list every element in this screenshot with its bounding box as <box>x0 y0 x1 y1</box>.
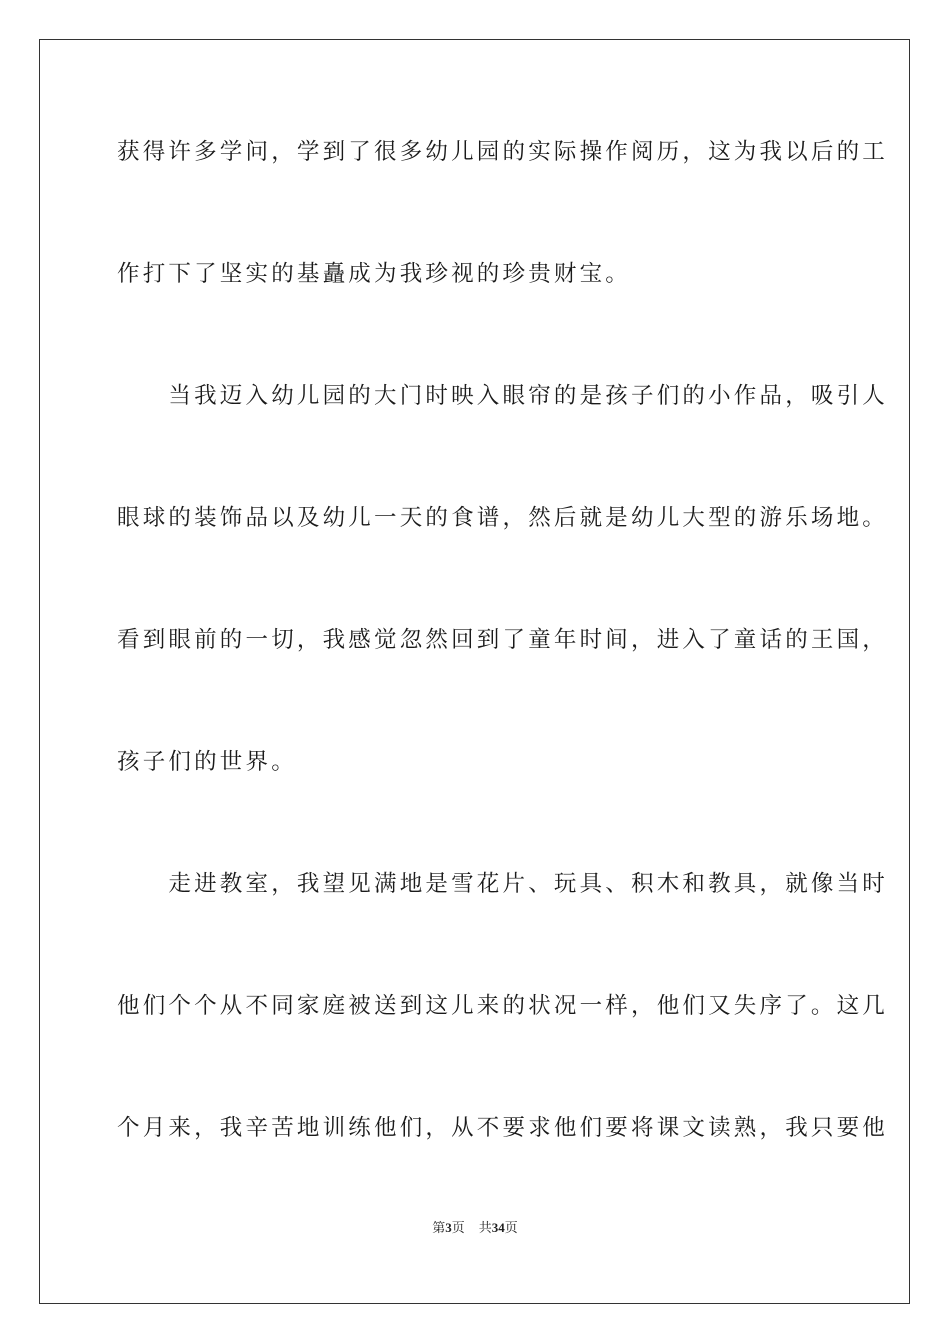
page-suffix: 页 <box>451 1220 465 1235</box>
paragraph-start-line: 走进教室，我望见满地是雪花片、玩具、积木和教具，就像当时 <box>117 871 889 897</box>
total-suffix: 页 <box>504 1220 518 1235</box>
text-line: 作打下了坚实的基矗成为我珍视的珍贵财宝。 <box>117 261 632 287</box>
text-line: 看到眼前的一切，我感觉忽然回到了童年时间，进入了童话的王国， <box>117 627 889 653</box>
text-line: 个月来，我辛苦地训练他们，从不要求他们要将课文读熟，我只要他 <box>117 1115 889 1141</box>
page-prefix: 第 <box>432 1220 446 1235</box>
total-pages: 34 <box>491 1220 505 1235</box>
text-line: 孩子们的世界。 <box>117 749 297 775</box>
total-prefix: 共 <box>478 1220 492 1235</box>
text-line: 他们个个从不同家庭被送到这儿来的状况一样，他们又失序了。这几 <box>117 993 889 1019</box>
text-line: 获得许多学问，学到了很多幼儿园的实际操作阅历，这为我以后的工 <box>117 139 889 165</box>
page-number: 3 <box>445 1220 452 1235</box>
text-line: 眼球的装饰品以及幼儿一天的食谱，然后就是幼儿大型的游乐场地。 <box>117 505 889 531</box>
paragraph-start-line: 当我迈入幼儿园的大门时映入眼帘的是孩子们的小作品，吸引人 <box>117 383 889 409</box>
page-footer <box>0 1220 950 1236</box>
